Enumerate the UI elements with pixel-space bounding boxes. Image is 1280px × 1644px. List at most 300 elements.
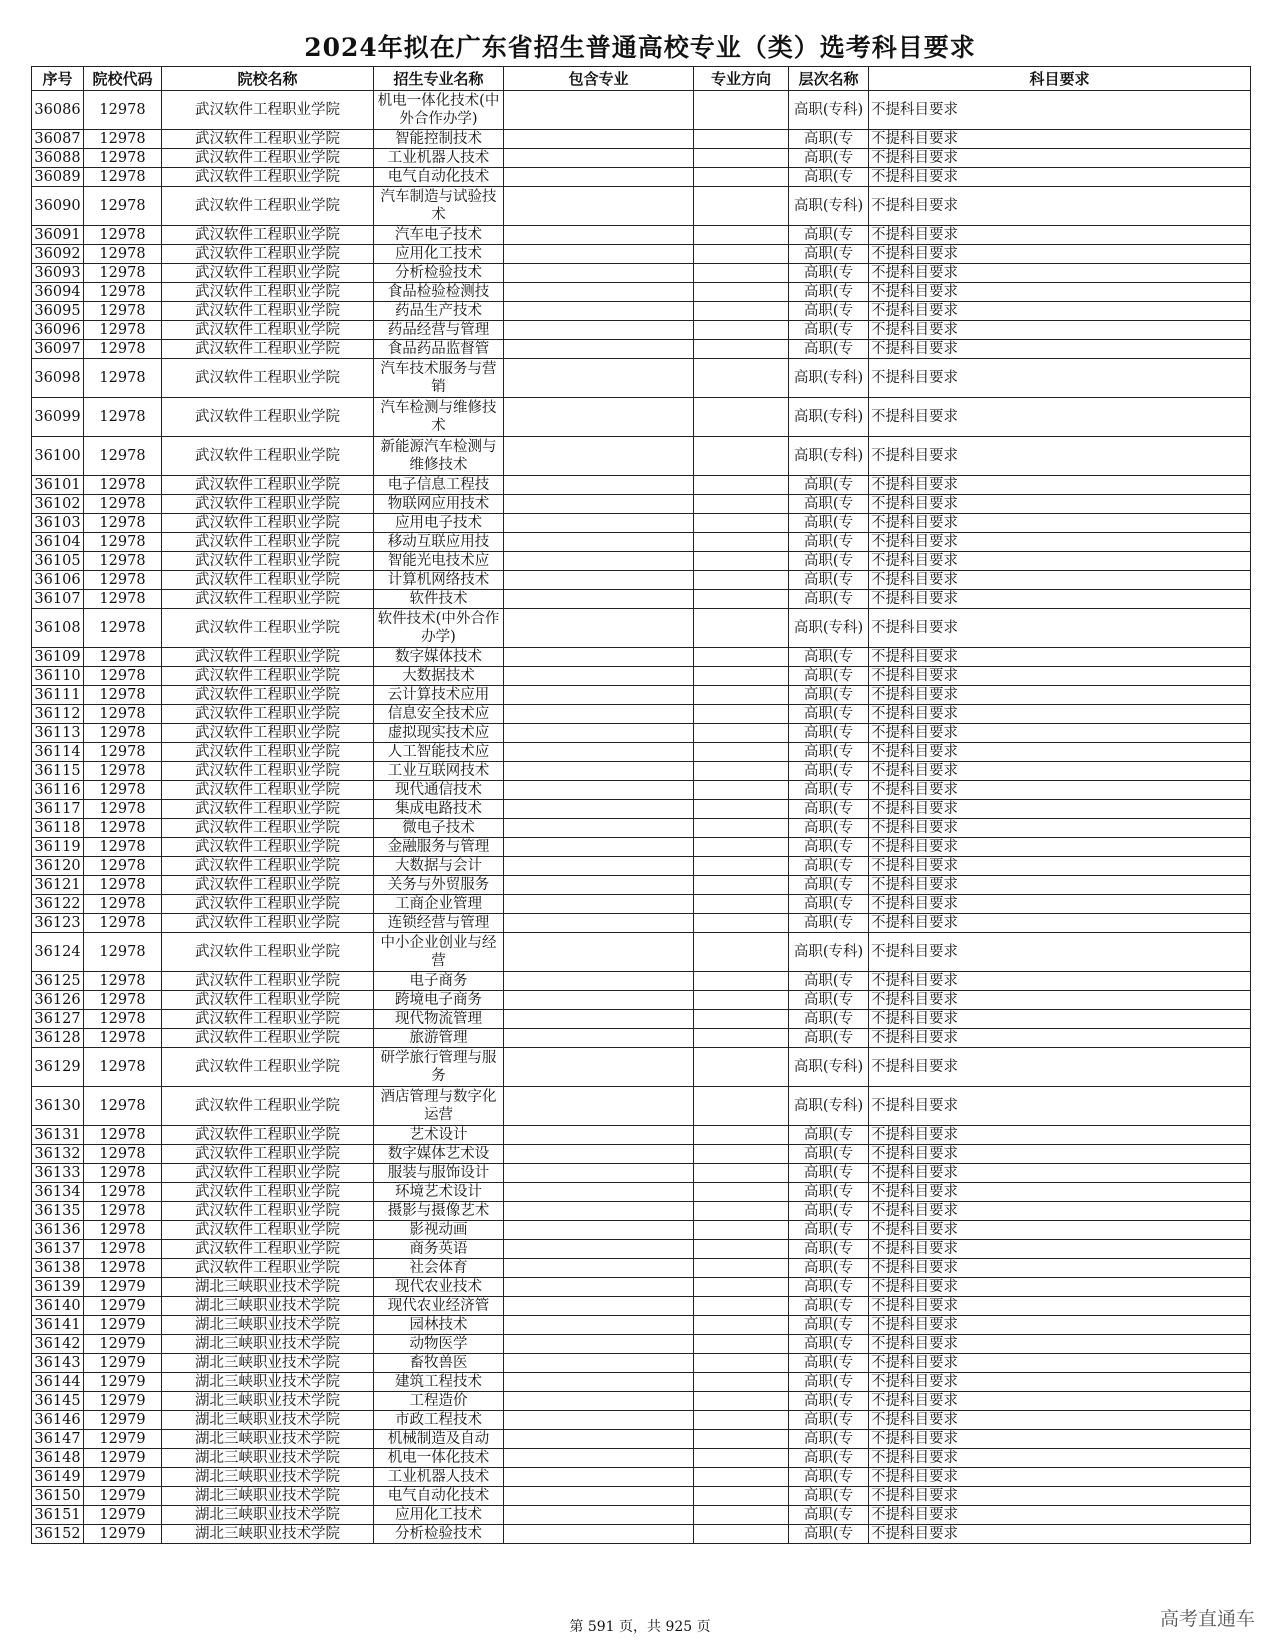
cell-major: 应用化工技术 [374,1506,504,1525]
table-row [32,437,1251,476]
cell-direction [694,686,789,705]
cell-level: 高职(专 [789,1126,869,1145]
cell-major: 现代通信技术 [374,781,504,800]
cell-seq: 36115 [32,762,84,781]
cell-direction [694,1048,789,1087]
cell-school: 武汉软件工程职业学院 [162,876,374,895]
cell-direction [694,1087,789,1126]
cell-seq: 36108 [32,609,84,648]
cell-major: 汽车检测与维修技术 [374,398,504,437]
cell-level: 高职(专 [789,1259,869,1278]
cell-code: 12978 [84,1240,162,1259]
cell-direction [694,1335,789,1354]
cell-major: 环境艺术设计 [374,1183,504,1202]
cell-direction [694,781,789,800]
cell-level: 高职(专 [789,972,869,991]
table-row [32,552,1251,571]
cell-school: 武汉软件工程职业学院 [162,187,374,226]
cell-seq: 36114 [32,743,84,762]
table-row [32,800,1251,819]
cell-code: 12978 [84,1029,162,1048]
cell-requirement: 不提科目要求 [869,130,1251,149]
cell-level: 高职(专 [789,1297,869,1316]
cell-requirement: 不提科目要求 [869,1316,1251,1335]
page-title: 2024年拟在广东省招生普通高校专业（类）选考科目要求 [304,33,976,62]
cell-seq: 36096 [32,321,84,340]
cell-included [504,705,694,724]
cell-direction [694,743,789,762]
cell-school: 武汉软件工程职业学院 [162,743,374,762]
cell-included [504,724,694,743]
cell-code: 12978 [84,149,162,168]
cell-school: 武汉软件工程职业学院 [162,264,374,283]
table-row [32,571,1251,590]
cell-major: 机电一体化技术 [374,1449,504,1468]
cell-requirement: 不提科目要求 [869,476,1251,495]
table-row [32,743,1251,762]
cell-requirement: 不提科目要求 [869,819,1251,838]
cell-requirement: 不提科目要求 [869,705,1251,724]
cell-code: 12979 [84,1430,162,1449]
cell-code: 12978 [84,571,162,590]
cell-included [504,800,694,819]
cell-school: 武汉软件工程职业学院 [162,226,374,245]
cell-school: 武汉软件工程职业学院 [162,321,374,340]
cell-requirement: 不提科目要求 [869,1411,1251,1430]
cell-level: 高职(专 [789,495,869,514]
cell-level: 高职(专 [789,226,869,245]
cell-major: 机电一体化技术(中外合作办学) [374,91,504,130]
cell-requirement: 不提科目要求 [869,1373,1251,1392]
cell-requirement: 不提科目要求 [869,571,1251,590]
cell-school: 湖北三峡职业技术学院 [162,1297,374,1316]
cell-direction [694,264,789,283]
cell-requirement: 不提科目要求 [869,1010,1251,1029]
cell-code: 12979 [84,1297,162,1316]
cell-code: 12978 [84,857,162,876]
cell-direction [694,648,789,667]
cell-code: 12979 [84,1449,162,1468]
cell-school: 武汉软件工程职业学院 [162,857,374,876]
cell-major: 分析检验技术 [374,264,504,283]
cell-direction [694,991,789,1010]
cell-level: 高职(专 [789,838,869,857]
cell-included [504,876,694,895]
cell-code: 12979 [84,1316,162,1335]
cell-code: 12978 [84,1183,162,1202]
cell-level: 高职(专 [789,1010,869,1029]
col-header-school: 院校名称 [162,67,374,91]
cell-included [504,1354,694,1373]
cell-requirement: 不提科目要求 [869,187,1251,226]
cell-school: 武汉软件工程职业学院 [162,648,374,667]
table-row [32,1029,1251,1048]
cell-included [504,781,694,800]
cell-code: 12978 [84,283,162,302]
cell-level: 高职(专 [789,1145,869,1164]
cell-seq: 36152 [32,1525,84,1544]
table-row [32,724,1251,743]
cell-seq: 36151 [32,1506,84,1525]
cell-included [504,1202,694,1221]
cell-seq: 36112 [32,705,84,724]
cell-level: 高职(专 [789,1487,869,1506]
cell-level: 高职(专 [789,819,869,838]
cell-direction [694,724,789,743]
cell-included [504,283,694,302]
cell-major: 药品经营与管理 [374,321,504,340]
cell-seq: 36124 [32,933,84,972]
cell-seq: 36107 [32,590,84,609]
cell-school: 武汉软件工程职业学院 [162,991,374,1010]
cell-included [504,991,694,1010]
cell-included [504,1316,694,1335]
cell-requirement: 不提科目要求 [869,800,1251,819]
cell-requirement: 不提科目要求 [869,264,1251,283]
cell-included [504,1048,694,1087]
cell-code: 12978 [84,226,162,245]
cell-level: 高职(专科) [789,91,869,130]
cell-seq: 36088 [32,149,84,168]
cell-requirement: 不提科目要求 [869,321,1251,340]
cell-requirement: 不提科目要求 [869,168,1251,187]
cell-major: 汽车电子技术 [374,226,504,245]
cell-direction [694,1411,789,1430]
cell-seq: 36090 [32,187,84,226]
cell-direction [694,187,789,226]
table-row [32,1202,1251,1221]
cell-level: 高职(专 [789,302,869,321]
cell-included [504,533,694,552]
table-row [32,245,1251,264]
cell-code: 12978 [84,876,162,895]
table-row [32,340,1251,359]
cell-level: 高职(专 [789,1183,869,1202]
cell-school: 武汉软件工程职业学院 [162,495,374,514]
cell-code: 12979 [84,1468,162,1487]
cell-included [504,1087,694,1126]
cell-direction [694,168,789,187]
cell-school: 武汉软件工程职业学院 [162,1087,374,1126]
cell-level: 高职(专 [789,724,869,743]
cell-major: 云计算技术应用 [374,686,504,705]
cell-direction [694,1183,789,1202]
cell-major: 工业机器人技术 [374,1468,504,1487]
cell-seq: 36133 [32,1164,84,1183]
cell-code: 12978 [84,724,162,743]
cell-code: 12979 [84,1525,162,1544]
cell-seq: 36119 [32,838,84,857]
cell-code: 12978 [84,398,162,437]
cell-major: 电子商务 [374,972,504,991]
table-row [32,264,1251,283]
cell-included [504,340,694,359]
cell-code: 12978 [84,1145,162,1164]
cell-included [504,1297,694,1316]
table-row [32,514,1251,533]
table-row [32,667,1251,686]
table-row [32,1354,1251,1373]
table-row [32,762,1251,781]
cell-major: 汽车技术服务与营销 [374,359,504,398]
cell-direction [694,1145,789,1164]
cell-code: 12978 [84,168,162,187]
cell-direction [694,130,789,149]
cell-seq: 36135 [32,1202,84,1221]
cell-included [504,1221,694,1240]
cell-code: 12978 [84,437,162,476]
cell-seq: 36110 [32,667,84,686]
cell-level: 高职(专 [789,1430,869,1449]
cell-code: 12978 [84,1202,162,1221]
cell-school: 武汉软件工程职业学院 [162,724,374,743]
cell-direction [694,514,789,533]
cell-included [504,495,694,514]
cell-code: 12978 [84,359,162,398]
cell-major: 智能光电技术应 [374,552,504,571]
cell-code: 12978 [84,340,162,359]
cell-direction [694,667,789,686]
cell-school: 武汉软件工程职业学院 [162,1259,374,1278]
table-row [32,1468,1251,1487]
cell-level: 高职(专 [789,321,869,340]
cell-major: 数字媒体艺术设 [374,1145,504,1164]
cell-level: 高职(专 [789,705,869,724]
table-header-row [32,67,1251,91]
cell-school: 湖北三峡职业技术学院 [162,1487,374,1506]
table-row [32,857,1251,876]
cell-code: 12978 [84,1259,162,1278]
cell-direction [694,838,789,857]
cell-direction [694,1430,789,1449]
cell-level: 高职(专 [789,149,869,168]
table-row [32,1259,1251,1278]
cell-requirement: 不提科目要求 [869,1145,1251,1164]
cell-major: 连锁经营与管理 [374,914,504,933]
cell-requirement: 不提科目要求 [869,781,1251,800]
table-row [32,1183,1251,1202]
cell-school: 湖北三峡职业技术学院 [162,1449,374,1468]
cell-school: 武汉软件工程职业学院 [162,359,374,398]
cell-school: 湖北三峡职业技术学院 [162,1335,374,1354]
cell-school: 武汉软件工程职业学院 [162,571,374,590]
table-row [32,895,1251,914]
cell-included [504,972,694,991]
cell-code: 12978 [84,686,162,705]
cell-included [504,302,694,321]
cell-seq: 36113 [32,724,84,743]
cell-code: 12978 [84,1048,162,1087]
cell-level: 高职(专 [789,1221,869,1240]
table-row [32,168,1251,187]
cell-requirement: 不提科目要求 [869,437,1251,476]
cell-seq: 36099 [32,398,84,437]
cell-level: 高职(专科) [789,359,869,398]
cell-included [504,686,694,705]
cell-school: 湖北三峡职业技术学院 [162,1278,374,1297]
cell-seq: 36106 [32,571,84,590]
cell-direction [694,398,789,437]
cell-requirement: 不提科目要求 [869,1354,1251,1373]
cell-requirement: 不提科目要求 [869,991,1251,1010]
cell-seq: 36150 [32,1487,84,1506]
cell-level: 高职(专科) [789,398,869,437]
cell-school: 武汉软件工程职业学院 [162,667,374,686]
cell-seq: 36137 [32,1240,84,1259]
cell-direction [694,1316,789,1335]
cell-level: 高职(专科) [789,1048,869,1087]
cell-major: 电子信息工程技 [374,476,504,495]
col-header-seq: 序号 [32,67,84,91]
cell-school: 武汉软件工程职业学院 [162,283,374,302]
table-row [32,1411,1251,1430]
cell-code: 12978 [84,245,162,264]
cell-school: 武汉软件工程职业学院 [162,819,374,838]
cell-requirement: 不提科目要求 [869,1278,1251,1297]
cell-school: 武汉软件工程职业学院 [162,1126,374,1145]
cell-major: 食品检验检测技 [374,283,504,302]
cell-major: 市政工程技术 [374,1411,504,1430]
cell-major: 智能控制技术 [374,130,504,149]
cell-requirement: 不提科目要求 [869,1183,1251,1202]
cell-code: 12978 [84,476,162,495]
cell-major: 汽车制造与试验技术 [374,187,504,226]
cell-direction [694,1010,789,1029]
cell-requirement: 不提科目要求 [869,667,1251,686]
cell-requirement: 不提科目要求 [869,495,1251,514]
cell-requirement: 不提科目要求 [869,398,1251,437]
table-row [32,1430,1251,1449]
cell-major: 软件技术 [374,590,504,609]
cell-code: 12978 [84,590,162,609]
cell-requirement: 不提科目要求 [869,1297,1251,1316]
cell-level: 高职(专科) [789,1087,869,1126]
cell-requirement: 不提科目要求 [869,1240,1251,1259]
cell-requirement: 不提科目要求 [869,838,1251,857]
cell-seq: 36145 [32,1392,84,1411]
cell-seq: 36103 [32,514,84,533]
col-header-requirement: 科目要求 [869,67,1251,91]
table-row [32,1449,1251,1468]
cell-direction [694,1373,789,1392]
col-header-code: 院校代码 [84,67,162,91]
cell-level: 高职(专 [789,667,869,686]
cell-seq: 36101 [32,476,84,495]
table-body [32,91,1251,1544]
cell-level: 高职(专科) [789,437,869,476]
cell-requirement: 不提科目要求 [869,1087,1251,1126]
table-row [32,1278,1251,1297]
cell-included [504,1506,694,1525]
cell-code: 12978 [84,1087,162,1126]
cell-school: 武汉软件工程职业学院 [162,302,374,321]
cell-major: 研学旅行管理与服务 [374,1048,504,1087]
cell-direction [694,495,789,514]
cell-direction [694,245,789,264]
cell-level: 高职(专 [789,991,869,1010]
cell-major: 人工智能技术应 [374,743,504,762]
cell-level: 高职(专 [789,168,869,187]
cell-included [504,571,694,590]
cell-requirement: 不提科目要求 [869,972,1251,991]
cell-code: 12979 [84,1354,162,1373]
cell-school: 武汉软件工程职业学院 [162,800,374,819]
cell-seq: 36143 [32,1354,84,1373]
cell-school: 武汉软件工程职业学院 [162,398,374,437]
cell-included [504,264,694,283]
cell-seq: 36122 [32,895,84,914]
watermark: 高考直通车 [1159,1608,1255,1630]
cell-requirement: 不提科目要求 [869,1048,1251,1087]
cell-level: 高职(专 [789,533,869,552]
table-row [32,1487,1251,1506]
cell-seq: 36134 [32,1183,84,1202]
cell-direction [694,437,789,476]
cell-level: 高职(专 [789,1411,869,1430]
cell-direction [694,1259,789,1278]
cell-requirement: 不提科目要求 [869,149,1251,168]
table-row [32,226,1251,245]
cell-major: 建筑工程技术 [374,1373,504,1392]
cell-major: 跨境电子商务 [374,991,504,1010]
cell-code: 12978 [84,609,162,648]
cell-major: 现代物流管理 [374,1010,504,1029]
cell-major: 园林技术 [374,1316,504,1335]
cell-school: 武汉软件工程职业学院 [162,340,374,359]
cell-included [504,1145,694,1164]
cell-direction [694,1240,789,1259]
cell-major: 大数据技术 [374,667,504,686]
cell-requirement: 不提科目要求 [869,514,1251,533]
cell-major: 电气自动化技术 [374,168,504,187]
cell-seq: 36146 [32,1411,84,1430]
cell-major: 应用电子技术 [374,514,504,533]
cell-school: 武汉软件工程职业学院 [162,1240,374,1259]
cell-school: 武汉软件工程职业学院 [162,1048,374,1087]
col-header-level: 层次名称 [789,67,869,91]
cell-major: 酒店管理与数字化运营 [374,1087,504,1126]
table-row [32,302,1251,321]
cell-included [504,762,694,781]
cell-major: 动物医学 [374,1335,504,1354]
cell-level: 高职(专 [789,1029,869,1048]
cell-direction [694,933,789,972]
cell-requirement: 不提科目要求 [869,686,1251,705]
cell-included [504,895,694,914]
cell-code: 12978 [84,130,162,149]
cell-level: 高职(专 [789,264,869,283]
cell-school: 湖北三峡职业技术学院 [162,1525,374,1544]
cell-included [504,648,694,667]
cell-direction [694,1525,789,1544]
cell-school: 武汉软件工程职业学院 [162,168,374,187]
cell-school: 湖北三峡职业技术学院 [162,1506,374,1525]
cell-major: 大数据与会计 [374,857,504,876]
cell-code: 12978 [84,187,162,226]
table-row [32,1373,1251,1392]
cell-school: 湖北三峡职业技术学院 [162,1392,374,1411]
cell-level: 高职(专 [789,1525,869,1544]
cell-level: 高职(专 [789,1316,869,1335]
cell-direction [694,340,789,359]
cell-school: 武汉软件工程职业学院 [162,91,374,130]
cell-school: 武汉软件工程职业学院 [162,838,374,857]
table-row [32,91,1251,130]
cell-included [504,245,694,264]
cell-major: 工业机器人技术 [374,149,504,168]
cell-level: 高职(专 [789,876,869,895]
cell-school: 武汉软件工程职业学院 [162,1145,374,1164]
